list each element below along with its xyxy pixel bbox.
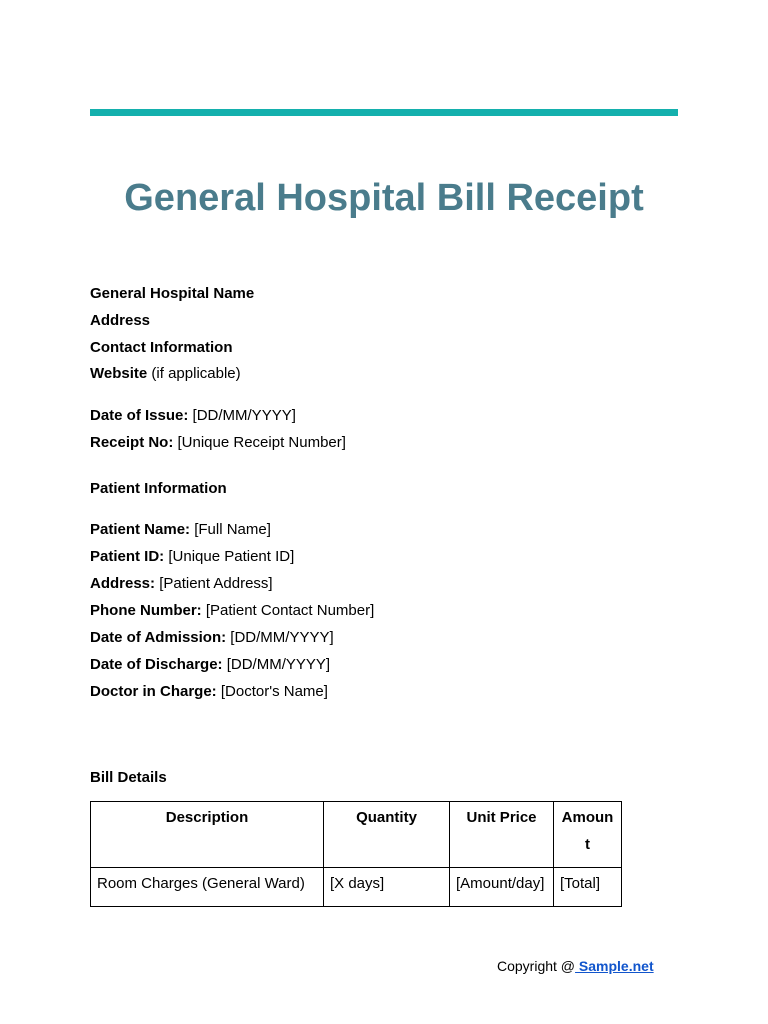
patient-id <box>90 548 294 566</box>
doctor-in-charge <box>90 683 328 701</box>
field-label: Date of Discharge: <box>90 656 223 673</box>
hospital-address: Address <box>90 312 151 329</box>
table-cell-unit-price: [Amount/day] <box>450 868 554 907</box>
field-value: [DD/MM/YYYY] <box>226 629 334 646</box>
date-of-issue <box>90 407 296 425</box>
field-label: Patient ID: <box>90 548 165 565</box>
column-header-description: Description <box>91 802 324 868</box>
field-value: [DD/MM/YYYY] <box>222 656 331 673</box>
website-value: (if applicable) <box>147 365 241 382</box>
accent-bar <box>90 109 678 116</box>
patient-phone <box>90 602 374 620</box>
field-label: Date of Admission: <box>90 629 227 646</box>
date-of-admission <box>90 629 334 647</box>
column-header-amount: Amount <box>554 802 622 868</box>
field-value: [Full Name] <box>190 521 271 538</box>
table-header-row <box>91 802 622 868</box>
receipt-number-value: [Unique Receipt Number] <box>173 434 346 451</box>
field-label: Doctor in Charge: <box>90 683 217 700</box>
table-row <box>91 868 622 907</box>
patient-name <box>90 521 271 539</box>
patient-address <box>90 575 273 593</box>
date-of-issue-label: Date of Issue: <box>90 407 189 424</box>
date-of-issue-value: [DD/MM/YYYY] <box>188 407 296 424</box>
bill-details-heading: Bill Details <box>90 769 167 786</box>
copyright-text: Copyright @ <box>497 958 576 974</box>
field-label: Phone Number: <box>90 602 202 619</box>
patient-info-heading: Patient Information <box>90 480 227 497</box>
bill-table <box>90 801 622 907</box>
table-cell-amount: [Total] <box>554 868 622 907</box>
field-value: [Doctor's Name] <box>216 683 328 700</box>
website-label: Website <box>90 365 148 382</box>
hospital-contact: Contact Information <box>90 339 233 356</box>
receipt-number-label: Receipt No: <box>90 434 174 451</box>
table-cell-quantity: [X days] <box>324 868 450 907</box>
column-header-quantity: Quantity <box>324 802 450 868</box>
field-value: [Unique Patient ID] <box>164 548 295 565</box>
hospital-website <box>90 365 241 383</box>
table-cell-description: Room Charges (General Ward) <box>91 868 324 907</box>
sample-net-link[interactable]: Sample.net <box>575 958 654 974</box>
column-header-unit-price: Unit Price <box>450 802 554 868</box>
footer <box>497 958 654 975</box>
field-label: Patient Name: <box>90 521 191 538</box>
hospital-name: General Hospital Name <box>90 285 255 302</box>
receipt-number <box>90 434 346 452</box>
field-value: [Patient Address] <box>155 575 273 592</box>
field-label: Address: <box>90 575 156 592</box>
field-value: [Patient Contact Number] <box>201 602 375 619</box>
date-of-discharge <box>90 656 330 674</box>
document-title: General Hospital Bill Receipt <box>124 177 644 219</box>
